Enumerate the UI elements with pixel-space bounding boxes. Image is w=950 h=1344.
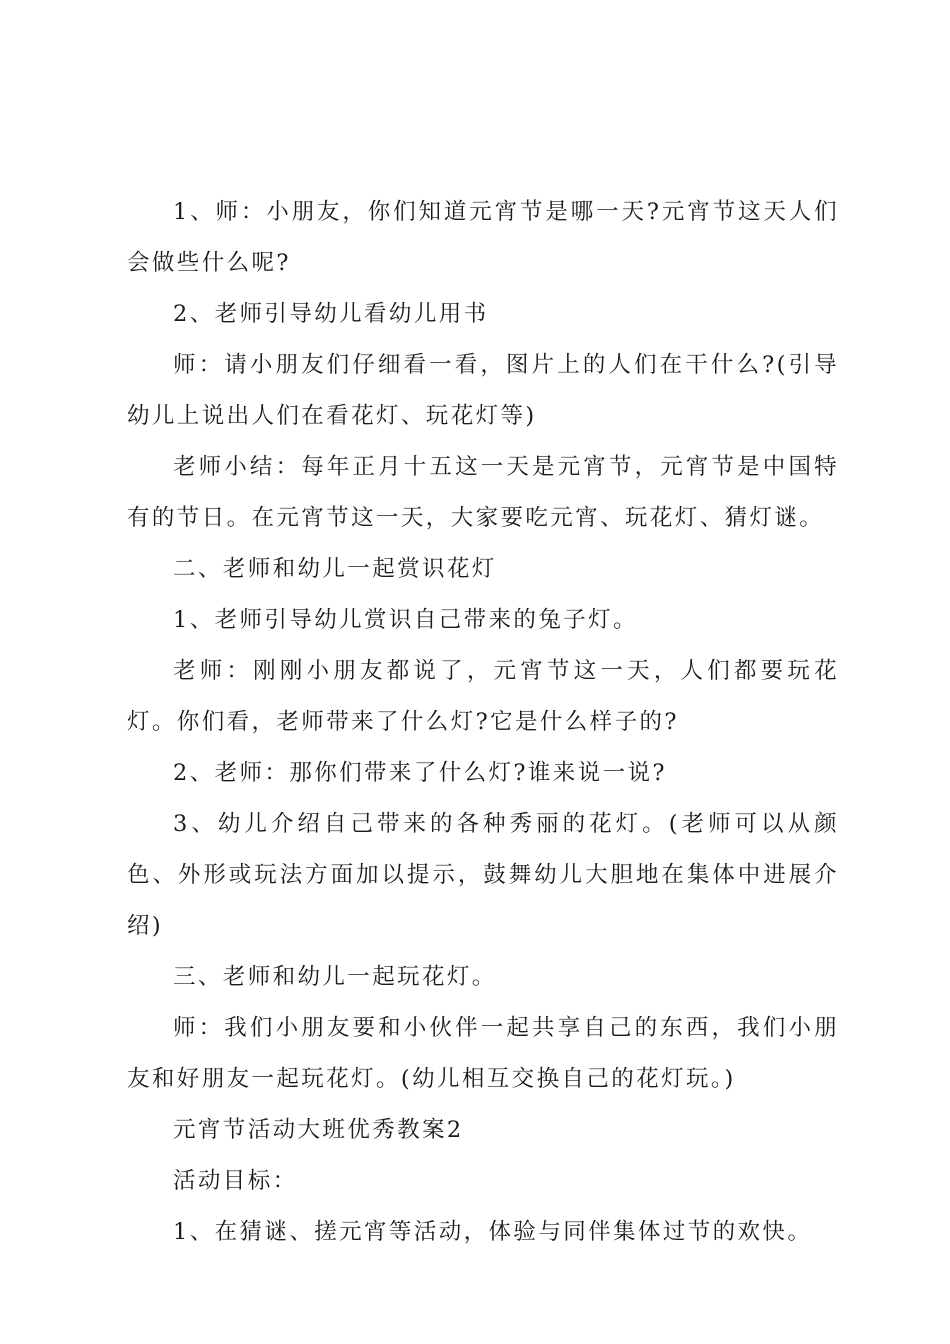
lesson-plan-title: 元宵节活动大班优秀教案2	[173, 1117, 464, 1143]
paragraph-7: 老师：刚刚小朋友都说了，元宵节这一天，人们都要玩花灯。你们看，老师带来了什么灯?它是什么样子的?	[127, 658, 839, 735]
paragraph-3: 师：请小朋友们仔细看一看，图片上的人们在干什么?(引导幼儿上说出人们在看花灯、玩花灯等)	[127, 352, 839, 429]
activity-goals-heading: 活动目标：	[173, 1168, 298, 1194]
paragraph-11: 师：我们小朋友要和小伙伴一起共享自己的东西，我们小朋友和好朋友一起玩花灯。(幼儿相互交换自己的花灯玩。)	[127, 1015, 839, 1092]
paragraph-9: 3、幼儿介绍自己带来的各种秀丽的花灯。(老师可以从颜色、外形或玩法方面加以提示，鼓舞幼儿大胆地在集体中进展介绍)	[127, 811, 839, 939]
document-body	[127, 187, 839, 1258]
section-heading-3: 三、老师和幼儿一起玩花灯。	[173, 964, 497, 990]
paragraph-1: 1、师：小朋友，你们知道元宵节是哪一天?元宵节这天人们会做些什么呢?	[127, 199, 839, 276]
paragraph-4: 老师小结：每年正月十五这一天是元宵节，元宵节是中国特有的节日。在元宵节这一天，大家要吃元宵、玩花灯、猜灯谜。	[127, 454, 839, 531]
paragraph-2: 2、老师引导幼儿看幼儿用书	[173, 301, 489, 327]
section-heading-2: 二、老师和幼儿一起赏识花灯	[173, 556, 497, 582]
paragraph-14: 1、在猜谜、搓元宵等活动，体验与同伴集体过节的欢快。	[173, 1219, 813, 1245]
paragraph-6: 1、老师引导幼儿赏识自己带来的兔子灯。	[173, 607, 638, 633]
paragraph-8: 2、老师：那你们带来了什么灯?谁来说一说?	[173, 760, 667, 786]
